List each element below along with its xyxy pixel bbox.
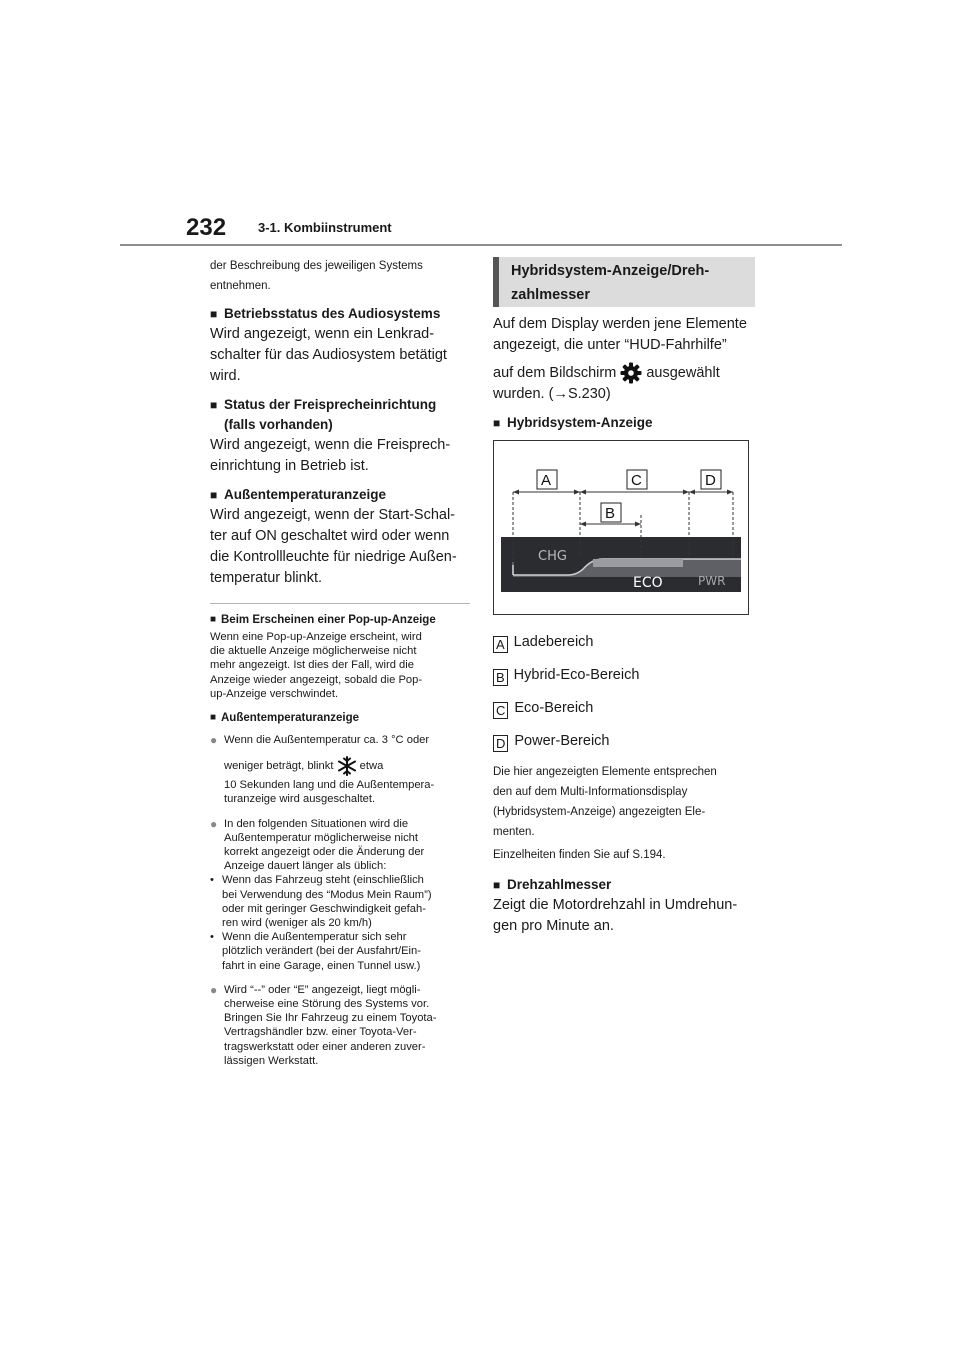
body-line: schalter für das Audiosystem betätigt [210,347,447,363]
section-title: 3-1. Kombiinstrument [258,220,392,235]
note-bullet: ● In den folgenden Situationen wird die Außentemperatur möglicherweise nicht korrekt angezeigt oder die Änderung der Anzeige dauert länger als üblich: [210,816,425,873]
square-bullet-icon: ■ [210,307,218,321]
dash-bullet: • [210,931,214,944]
label-a [537,470,557,489]
handsfree-heading-cont: (falls vorhanden) [224,417,333,432]
rpm-heading: ■ Drehzahlmesser [493,875,755,895]
note-line: menten. [493,826,535,838]
right-column [493,314,753,433]
pwr-label: PWR [698,574,726,588]
gear-icon [620,362,642,384]
body-line: wurden. (→S.230) [493,386,611,402]
round-bullet-icon: ● [210,982,218,997]
intro-line: entnehmen. [210,280,271,292]
popup-note-heading: ■ Beim Erscheinen einer Pop-up-Anzeige [210,614,436,626]
dash-bullet: • [210,874,214,887]
note-line: Einzelheiten finden Sie auf S.194. [493,849,666,861]
handsfree-heading: ■ Status der Freisprecheinrichtung [210,395,470,415]
note-line: (Hybridsystem-Anzeige) angezeigten Ele- [493,806,706,818]
square-bullet-icon: ■ [493,878,501,892]
body-line: gen pro Minute an. [493,918,614,934]
right-column-lower [493,620,755,937]
audio-status-heading: ■ Betriebsstatus des Audiosystems [210,304,470,324]
eco-label: ECO [633,575,663,591]
legend-item-c: C Eco-Bereich [493,686,755,719]
note-bullet: ● Wenn die Außentemperatur ca. 3 °C oder weniger beträgt, blinkt etwa 10 Sekunden lang und die Außentempera- turanzeige wird ausgeschaltet. [210,733,435,806]
square-bullet-icon: ■ [210,398,218,412]
left-column [210,256,470,1068]
svg-text:A: A [541,472,552,489]
hybrid-indicator-heading: ■ Hybridsystem-Anzeige [493,413,753,433]
body-line: Wird angezeigt, wenn die Freisprech- [210,437,451,453]
note-bullet: ● Wird “--” oder “E” angezeigt, liegt mögli- cherweise eine Störung des Systems vor. Bringen Sie Ihr Fahrzeug zu einem Toyota- Vertragshändler bzw. einer Toyota-Ver- tragswerkstatt oder einer anderen zuver- lässigen Werkstatt. [210,982,437,1067]
label-b [601,503,621,522]
body-line: Wird angezeigt, wenn der Start-Schal- [210,507,455,523]
note-line: Anzeige wieder angezeigt, sobald die Pop- [210,673,423,686]
note-line: den auf dem Multi-Informationsdisplay [493,786,688,798]
note-line: up-Anzeige verschwindet. [210,687,339,700]
temp-note-heading: ■ Außentemperaturanzeige [210,712,360,725]
dash-item: • Wenn das Fahrzeug steht (einschließlich bei Verwendung des “Modus Mein Raum”) oder mit geringer Geschwindigkeit gefah- ren wird (weniger als 20 km/h) [210,874,432,930]
note-line: die aktuelle Anzeige möglicherweise nicht [210,645,417,658]
hybrid-indicator-figure [493,440,749,615]
legend-item-d: D Power-Bereich [493,719,755,752]
chg-label: CHG [538,549,567,564]
label-c [627,470,647,489]
note-line: Wenn eine Pop-up-Anzeige erscheint, wird [210,631,422,643]
round-bullet-icon: ● [210,816,218,831]
body-line: wird. [210,368,241,384]
body-line: ter auf ON geschaltet wird oder wenn [210,528,450,544]
body-line: auf dem Bildschirm ausgewählt [493,362,753,384]
legend-item-b: B Hybrid-Eco-Bereich [493,653,755,686]
square-bullet-icon: ■ [210,614,217,625]
note-line: Die hier angezeigten Elemente entsprechen [493,766,717,778]
note-line: mehr angezeigt. Ist dies der Fall, wird die [210,659,414,672]
square-bullet-icon: ■ [210,488,218,502]
square-bullet-icon: ■ [210,712,217,724]
svg-text:C: C [631,472,642,489]
svg-text:B: B [605,505,616,522]
hybrid-section-title: Hybridsystem-Anzeige/Dreh- zahlmesser [511,263,710,303]
legend-item-a: A Ladebereich [493,620,755,653]
intro-line: der Beschreibung des jeweiligen Systems [210,260,423,272]
body-line: Wird angezeigt, wenn ein Lenkrad- [210,326,435,342]
body-line: Auf dem Display werden jene Elemente [493,316,747,332]
body-line: einrichtung in Betrieb ist. [210,458,369,474]
header-divider [120,244,842,246]
snowflake-icon [337,756,357,776]
round-bullet-icon: ● [210,733,218,748]
body-line: die Kontrollleuchte für niedrige Außen- [210,549,457,565]
dash-item: • Wenn die Außentemperatur sich sehr plötzlich verändert (bei der Ausfahrt/Ein- fahrt in eine Garage, einen Tunnel usw.) [210,931,421,972]
gauge-highlight [593,559,683,567]
body-line: angezeigt, die unter “HUD-Fahrhilfe” [493,337,727,353]
label-d [701,470,721,489]
body-line: Zeigt die Motordrehzahl in Umdrehun- [493,897,738,913]
page-number: 232 [186,214,227,241]
square-bullet-icon: ■ [493,416,501,430]
body-line: temperatur blinkt. [210,570,323,586]
outside-temp-heading: ■ Außentemperaturanzeige [210,485,470,505]
hybrid-section-title-box [493,257,755,307]
svg-text:D: D [705,472,716,489]
